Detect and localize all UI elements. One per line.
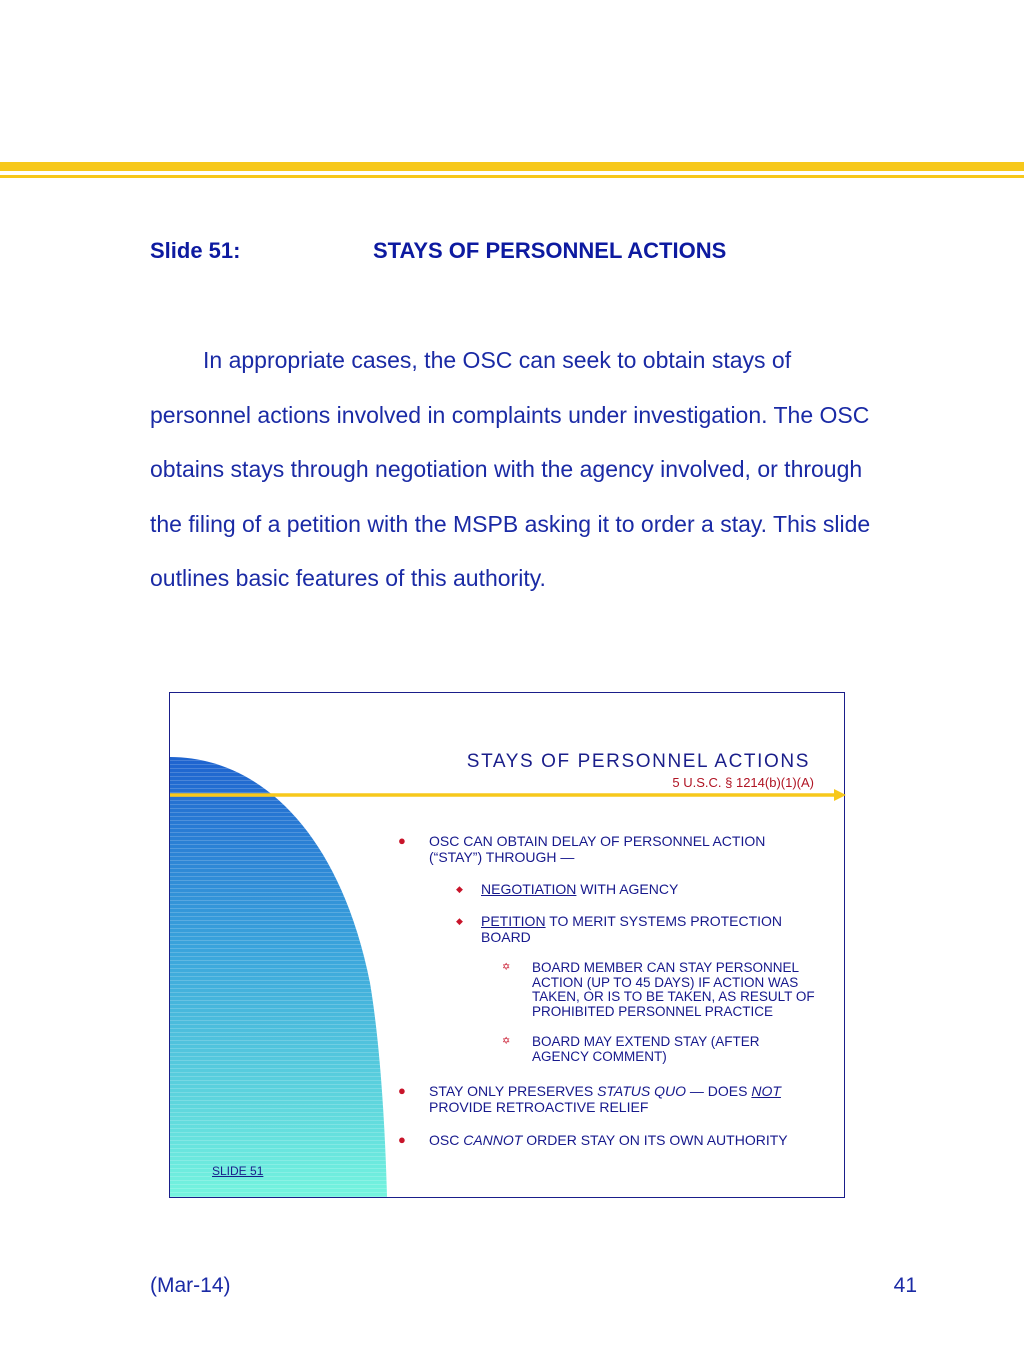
header-rule-thick <box>0 162 1024 171</box>
sub-bullet-keyword: NEGOTIATION <box>481 881 577 897</box>
slide-citation: 5 U.S.C. § 1214(b)(1)(A) <box>672 775 814 790</box>
star-bullet-icon: ✡ <box>502 962 511 973</box>
bullet-dot-icon: ● <box>398 1132 406 1147</box>
footer-date: (Mar-14) <box>150 1274 231 1297</box>
slide-number: Slide 51: <box>150 238 241 263</box>
header-rule-thin <box>0 175 1024 178</box>
sub-bullet-item <box>398 913 818 945</box>
bullet-text: OSC <box>429 1132 464 1148</box>
sub-sub-bullet-item <box>398 1035 818 1064</box>
bullet-text: — DOES <box>686 1083 752 1099</box>
sub-bullet-keyword: PETITION <box>481 913 546 929</box>
bullet-text: PROVIDE RETROACTIVE RELIEF <box>429 1099 649 1115</box>
bullet-text: ORDER STAY ON ITS OWN AUTHORITY <box>522 1132 788 1148</box>
bullet-dot-icon: ● <box>398 833 406 848</box>
page-title: STAYS OF PERSONNEL ACTIONS <box>373 238 727 263</box>
bullet-item <box>398 1083 818 1115</box>
bullet-emphasis: CANNOT <box>463 1132 523 1148</box>
bullet-item <box>398 833 818 865</box>
sub-sub-bullet-item <box>398 961 818 1019</box>
body-paragraph: In appropriate cases, the OSC can seek to obtain stays of personnel actions involved in complaints under investigation. The OSC obtains stays through negotiation with the agency involved, or through the filing of a petition with the MSPB asking it to order a stay. This slide outlines basic features of this authority. <box>150 347 871 591</box>
page-number: 41 <box>893 1274 917 1297</box>
bullet-text: STAY ONLY PRESERVES <box>429 1083 598 1099</box>
sub-sub-bullet-text: BOARD MEMBER CAN STAY PERSONNEL ACTION (UP TO 45 DAYS) IF ACTION WAS TAKEN, OR IS TO BE TAKEN, AS RESULT OF PROHIBITED PERSONNEL PRACTICE <box>532 960 815 1019</box>
sub-sub-bullet-text: BOARD MAY EXTEND STAY (AFTER AGENCY COMMENT) <box>532 1034 760 1064</box>
sub-bullet-item <box>398 881 818 897</box>
sub-bullet-text: TO MERIT SYSTEMS PROTECTION BOARD <box>481 913 783 945</box>
bullet-dot-icon: ● <box>398 1083 406 1098</box>
sub-bullet-text: WITH AGENCY <box>576 881 679 897</box>
diamond-bullet-icon: ◆ <box>456 884 463 894</box>
slide-label: SLIDE 51 <box>212 1164 264 1178</box>
bullet-emphasis: NOT <box>751 1083 781 1099</box>
star-bullet-icon: ✡ <box>502 1036 511 1047</box>
bullet-emphasis: STATUS QUO <box>597 1083 687 1099</box>
slide-thumbnail <box>169 692 845 1198</box>
slide-inner-title: STAYS OF PERSONNEL ACTIONS <box>466 751 810 772</box>
bullet-text: OSC CAN OBTAIN DELAY OF PERSONNEL ACTION (“STAY”) THROUGH — <box>429 833 766 865</box>
diamond-bullet-icon: ◆ <box>456 916 463 926</box>
bullet-item <box>398 1132 818 1148</box>
slide-bullets <box>398 833 818 1148</box>
yellow-arrow-head <box>834 789 846 801</box>
